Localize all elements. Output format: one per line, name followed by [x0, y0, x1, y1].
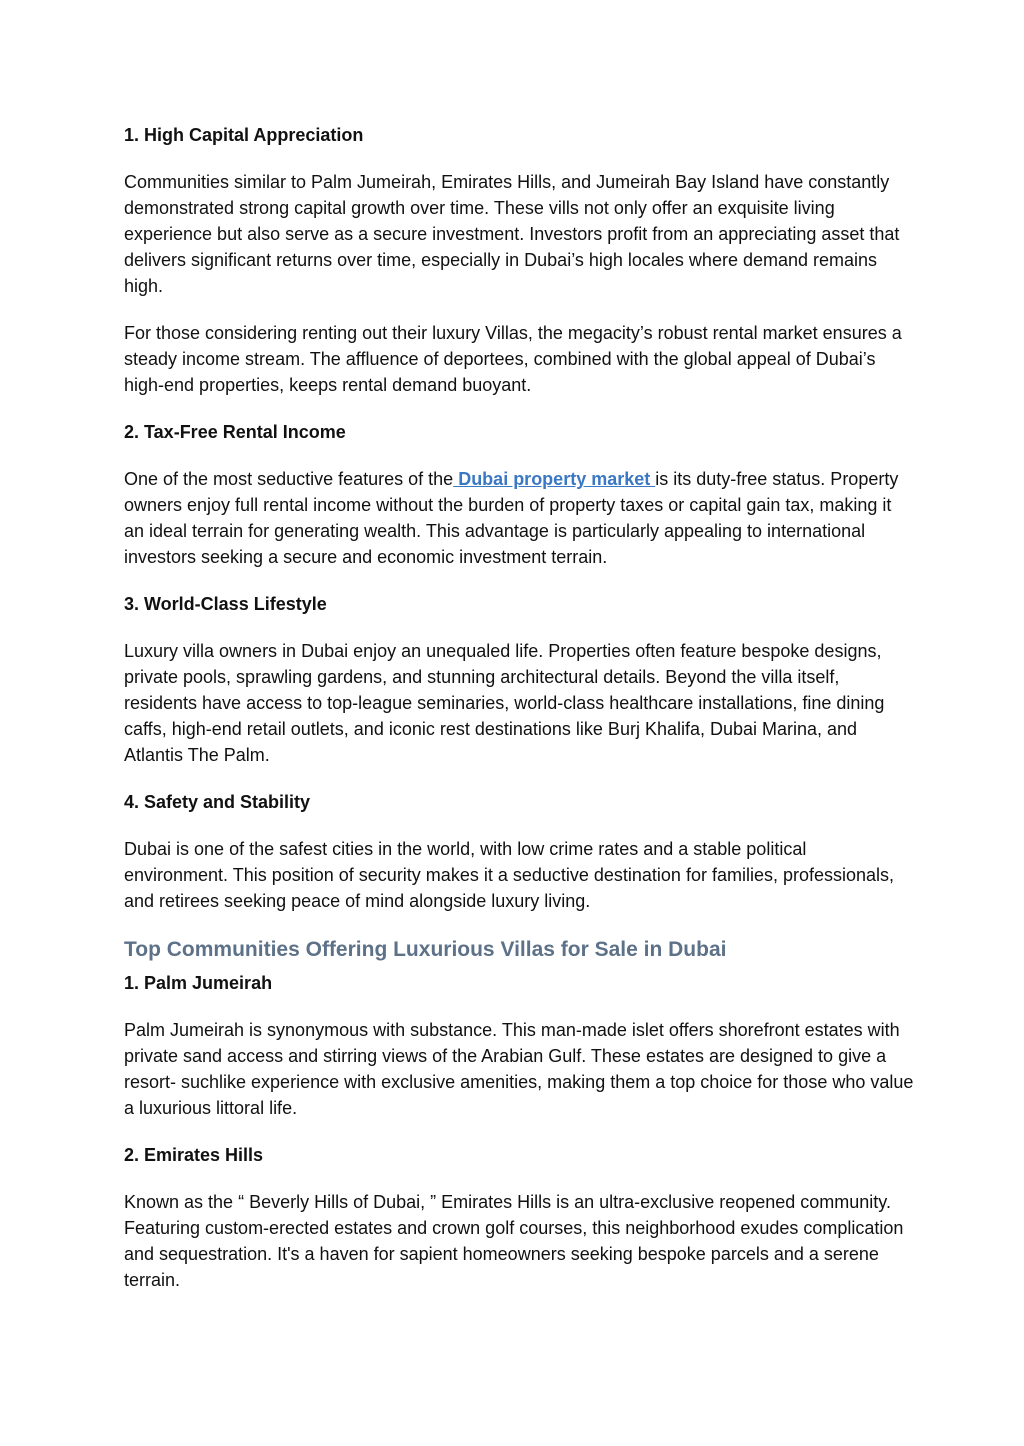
section-heading-tax-free: 2. Tax-Free Rental Income: [124, 422, 346, 442]
dubai-property-market-link[interactable]: Dubai property market: [453, 469, 656, 489]
section-heading-safety: 4. Safety and Stability: [124, 792, 311, 812]
community-heading-palm-jumeirah: 1. Palm Jumeirah: [124, 973, 273, 993]
section-heading-lifestyle: 3. World-Class Lifestyle: [124, 594, 327, 614]
paragraph-rental-market: For those considering renting out their luxury Villas, the megacity’s robust rental market ensures a steady income stream. The affluence of deportees, combined with the global appeal of Dubai’s high-end properties, keeps rental demand buoyant.: [124, 323, 902, 395]
paragraph-palm-jumeirah: Palm Jumeirah is synonymous with substance. This man-made islet offers shorefront estates with private sand access and stirring views of the Arabian Gulf. These estates are designed to give a resort- suchlike experience with exclusive amenities, making them a top choice for those who value a luxurious littoral life.: [124, 1020, 914, 1118]
paragraph-tax-free-start: One of the most seductive features of the: [124, 469, 454, 489]
communities-title: Top Communities Offering Luxurious Villas for Sale in Dubai: [124, 938, 727, 961]
paragraph-capital-growth: Communities similar to Palm Jumeirah, Emirates Hills, and Jumeirah Bay Island have constantly demonstrated strong capital growth over time. These vills not only offer an exquisite living experience but also serve as a secure investment. Investors profit from an appreciating asset that delivers significant returns over time, especially in Dubai’s high locales where demand remains high.: [124, 172, 900, 296]
paragraph-tax-free: [124, 466, 914, 570]
paragraph-emirates-hills: Known as the “ Beverly Hills of Dubai, ” Emirates Hills is an ultra-exclusive reopened community. Featuring custom-erected estates and crown golf courses, this neighborhood exudes complication and sequestration. It's a haven for sapient homeowners seeking bespoke parcels and a serene terrain.: [124, 1192, 904, 1290]
paragraph-lifestyle: Luxury villa owners in Dubai enjoy an unequaled life. Properties often feature bespoke designs, private pools, sprawling gardens, and stunning architectural details. Beyond the villa itself, residents have access to top-league seminaries, world-class healthcare installations, fine dining caffs, high-end retail outlets, and iconic rest destinations like Burj Khalifa, Dubai Marina, and Atlantis The Palm.: [124, 641, 885, 765]
paragraph-tax-free-end: is its duty-free status. Property owners enjoy full rental income without the burden of property taxes or capital gain tax, making it an ideal terrain for generating wealth. This advantage is particularly appealing to international investors seeking a secure and economic investment terrain.: [124, 469, 899, 567]
document-page: [124, 122, 914, 1293]
section-heading-capital-appreciation: 1. High Capital Appreciation: [124, 125, 364, 145]
community-heading-emirates-hills: 2. Emirates Hills: [124, 1145, 264, 1165]
paragraph-safety: Dubai is one of the safest cities in the world, with low crime rates and a stable political environment. This position of security makes it a seductive destination for families, professionals, and retirees seeking peace of mind alongside luxury living.: [124, 839, 895, 911]
